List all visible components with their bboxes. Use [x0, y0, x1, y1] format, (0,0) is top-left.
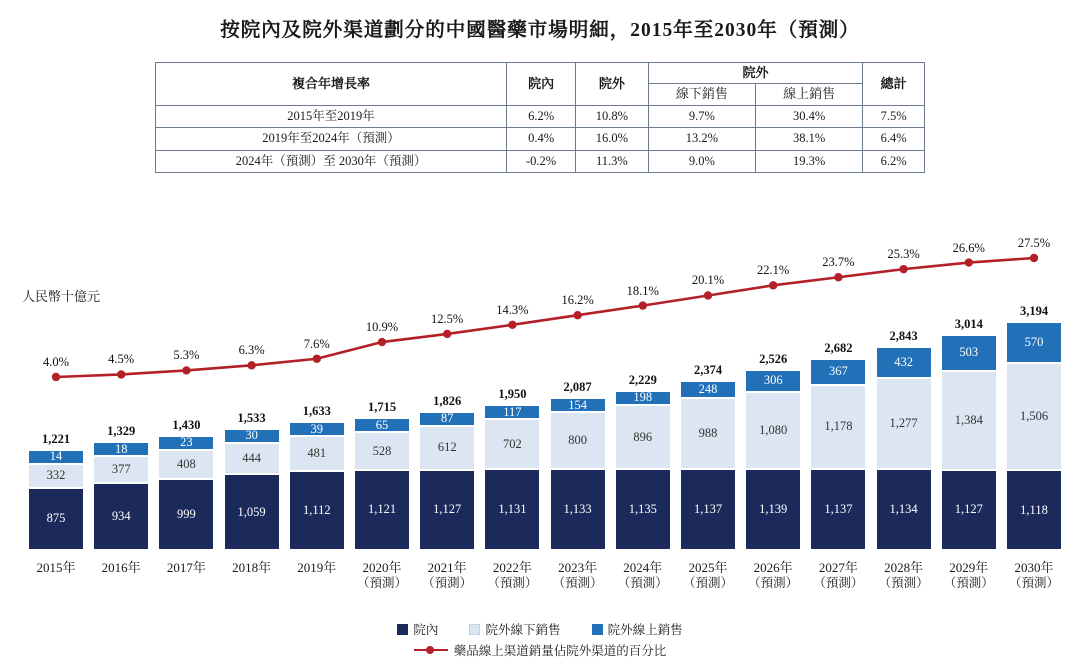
bar-segment-out-offline: 528 [354, 432, 410, 470]
header-out-hospital: 院外 [576, 63, 649, 106]
y-axis-unit-label: 人民幣十億元 [22, 289, 101, 304]
bar-segment-in-hospital: 1,131 [484, 469, 540, 550]
legend-label-line: 藥品線上渠道銷量佔院外渠道的百分比 [453, 644, 667, 658]
x-axis-label: 2017年 [166, 560, 206, 575]
bar-segment-in-hospital: 1,059 [224, 474, 280, 550]
cell-out-hospital: 11.3% [576, 150, 649, 173]
percentage-label: 7.6% [303, 336, 330, 351]
bar-total-label: 1,329 [107, 424, 136, 439]
bar-column [28, 431, 84, 550]
bar-segment-out-online: 367 [810, 359, 866, 385]
chart-legend [0, 620, 1080, 659]
x-axis-label: 2020年 （預測） [356, 560, 407, 590]
bar-segment-in-hospital: 1,112 [289, 471, 345, 550]
cell-total: 6.2% [863, 150, 925, 173]
bar-column [484, 387, 540, 550]
bar-segment-in-hospital: 934 [93, 483, 149, 550]
bar-column [810, 340, 866, 550]
bar-total-label: 1,430 [172, 417, 201, 432]
table-body [156, 105, 925, 173]
bar-column [224, 410, 280, 550]
x-axis-label: 2028年 （預測） [878, 560, 929, 590]
x-axis-label: 2027年 （預測） [813, 560, 864, 590]
bar-segment-out-offline: 1,080 [745, 392, 801, 469]
percentage-label: 20.1% [691, 273, 725, 288]
x-axis-label: 2030年 （預測） [1008, 560, 1059, 590]
bar-column [941, 316, 997, 550]
bar-segment-out-online: 30 [224, 429, 280, 443]
table-row [156, 150, 925, 173]
page-title: 按院內及院外渠道劃分的中國醫藥市場明細，2015年至2030年（預測） [220, 20, 860, 41]
row-period: 2015年至2019年 [156, 105, 507, 128]
table-header-row-1 [156, 63, 925, 84]
bar-group [18, 225, 1062, 550]
bar-segment-in-hospital: 1,139 [745, 469, 801, 550]
x-axis-label: 2019年 [297, 560, 337, 575]
bar-segment-out-offline: 444 [224, 443, 280, 475]
bar-segment-out-online: 14 [28, 450, 84, 464]
bar-segment-out-online: 503 [941, 335, 997, 371]
header-metric: 複合年增長率 [156, 63, 507, 106]
table-head [156, 63, 925, 106]
table-row [156, 105, 925, 128]
bar-total-label: 1,715 [367, 400, 397, 415]
bar-column [289, 404, 345, 550]
bar-column [550, 380, 606, 550]
bar-segment-in-hospital: 1,133 [550, 469, 606, 550]
header-out-hospital-group: 院外 [648, 63, 863, 84]
bar-total-label: 3,194 [1019, 304, 1049, 318]
header-total: 總計 [863, 63, 925, 106]
legend-label-out-online: 院外線上銷售 [607, 623, 683, 637]
cell-out-offline: 9.7% [648, 105, 755, 128]
bar-segment-in-hospital: 1,135 [615, 469, 671, 550]
x-axis-label: 2024年 （預測） [617, 560, 668, 590]
legend-item-out-offline [469, 620, 560, 638]
bar-segment-in-hospital: 1,127 [941, 470, 997, 550]
percentage-label: 5.3% [173, 348, 200, 363]
percentage-label: 14.3% [496, 302, 529, 317]
bar-column [745, 351, 801, 550]
bar-column [876, 329, 932, 550]
bar-segment-out-offline: 377 [93, 456, 149, 483]
bar-column [615, 372, 671, 550]
header-out-offline: 線下銷售 [648, 84, 755, 105]
x-axis-label: 2015年 [36, 560, 76, 575]
cell-in-hospital: 0.4% [507, 128, 576, 151]
percentage-label: 23.7% [822, 255, 855, 270]
legend-label-out-offline: 院外線下銷售 [485, 623, 561, 637]
bar-segment-out-online: 18 [93, 442, 149, 456]
cell-total: 7.5% [863, 105, 925, 128]
bar-segment-in-hospital: 999 [158, 479, 214, 550]
percentage-label: 16.2% [561, 293, 594, 308]
legend-line-marker-icon [414, 649, 448, 651]
bar-total-label: 1,533 [237, 410, 266, 425]
bar-segment-out-offline: 800 [550, 412, 606, 469]
percentage-label: 22.1% [757, 263, 790, 278]
bar-total-label: 1,633 [302, 404, 331, 419]
legend-item-line [414, 641, 667, 659]
bar-segment-out-offline: 702 [484, 419, 540, 469]
x-axis-label: 2029年 （預測） [943, 560, 994, 590]
legend-row-categories [0, 620, 1080, 638]
x-axis-label: 2025年 （預測） [682, 560, 733, 590]
bar-segment-out-offline: 1,384 [941, 371, 997, 470]
bar-segment-in-hospital: 875 [28, 488, 84, 550]
percentage-label: 27.5% [1017, 236, 1051, 250]
bar-segment-out-online: 198 [615, 391, 671, 405]
bar-segment-in-hospital: 1,127 [419, 470, 475, 550]
percentage-label: 4.5% [108, 352, 135, 367]
bar-segment-out-offline: 1,506 [1006, 363, 1062, 471]
cell-out-hospital: 10.8% [576, 105, 649, 128]
x-axis-label: 2016年 [101, 560, 141, 575]
legend-item-in-hospital [397, 620, 438, 638]
bar-column [158, 417, 214, 550]
bar-segment-in-hospital: 1,121 [354, 470, 410, 550]
legend-item-out-online [592, 620, 683, 638]
cell-out-online: 38.1% [756, 128, 863, 151]
cell-out-offline: 9.0% [648, 150, 755, 173]
bar-column [680, 362, 736, 550]
legend-label-in-hospital: 院內 [413, 623, 439, 637]
bar-total-label: 1,950 [498, 387, 527, 402]
bar-segment-out-offline: 612 [419, 426, 475, 470]
bar-segment-out-offline: 988 [680, 398, 736, 469]
percentage-label: 25.3% [887, 247, 920, 262]
x-axis-label: 2018年 [232, 560, 272, 575]
cell-in-hospital: 6.2% [507, 105, 576, 128]
bar-segment-out-offline: 408 [158, 450, 214, 479]
bar-total-label: 2,526 [759, 351, 788, 366]
bar-segment-out-online: 570 [1006, 322, 1062, 363]
legend-swatch-out-offline-icon [469, 624, 480, 635]
bar-segment-out-online: 306 [745, 370, 801, 392]
bar-segment-out-online: 248 [680, 381, 736, 399]
bar-total-label: 2,087 [563, 380, 592, 395]
percentage-label: 26.6% [952, 240, 985, 255]
x-axis-label: 2022年 （預測） [487, 560, 538, 590]
cell-out-online: 30.4% [756, 105, 863, 128]
bar-column [354, 400, 410, 550]
bar-column [419, 393, 475, 550]
x-axis-label: 2023年 （預測） [552, 560, 603, 590]
percentage-label: 4.0% [42, 355, 70, 369]
x-axis-labels [18, 560, 1062, 612]
percentage-label: 18.1% [626, 283, 659, 298]
cell-in-hospital: -0.2% [507, 150, 576, 173]
cell-out-offline: 13.2% [648, 128, 755, 151]
bar-segment-out-online: 154 [550, 398, 606, 412]
legend-swatch-out-online-icon [592, 624, 603, 635]
bar-segment-out-online: 432 [876, 347, 932, 378]
bar-segment-out-online: 117 [484, 405, 540, 419]
cell-out-hospital: 16.0% [576, 128, 649, 151]
bar-segment-in-hospital: 1,118 [1006, 470, 1062, 550]
bar-total-label: 3,014 [954, 316, 983, 331]
bar-segment-out-online: 65 [354, 418, 410, 432]
bar-segment-out-offline: 332 [28, 464, 84, 488]
bar-segment-out-offline: 481 [289, 436, 345, 470]
x-axis-label: 2021年 （預測） [422, 560, 473, 590]
bar-total-label: 1,826 [433, 393, 462, 408]
percentage-label: 6.3% [238, 343, 265, 358]
bar-segment-in-hospital: 1,137 [810, 469, 866, 550]
bar-total-label: 2,682 [824, 340, 853, 355]
plot-area [0, 225, 1080, 565]
bar-segment-in-hospital: 1,137 [680, 469, 736, 550]
bar-segment-out-online: 23 [158, 436, 214, 450]
bar-segment-in-hospital: 1,134 [876, 469, 932, 550]
bar-column [93, 424, 149, 550]
bar-segment-out-offline: 1,178 [810, 385, 866, 469]
bar-total-label: 1,221 [41, 431, 71, 446]
row-period: 2024年（預測）至 2030年（預測） [156, 150, 507, 173]
percentage-label: 10.9% [365, 320, 399, 335]
percentage-label: 12.5% [431, 311, 464, 326]
bar-total-label: 2,229 [628, 372, 657, 387]
bar-segment-out-offline: 896 [615, 405, 671, 469]
bar-total-label: 2,374 [693, 362, 723, 377]
bar-total-label: 2,843 [889, 329, 918, 344]
bar-segment-out-offline: 1,277 [876, 378, 932, 469]
bar-segment-out-online: 39 [289, 422, 345, 436]
table-row [156, 128, 925, 151]
cell-out-online: 19.3% [756, 150, 863, 173]
legend-swatch-in-hospital-icon [397, 624, 408, 635]
row-period: 2019年至2024年（預測） [156, 128, 507, 151]
cagr-table [155, 62, 925, 173]
bar-column [1006, 304, 1062, 550]
legend-row-line [0, 641, 1080, 659]
cell-total: 6.4% [863, 128, 925, 151]
bar-segment-out-online: 87 [419, 412, 475, 426]
header-out-online: 線上銷售 [756, 84, 863, 105]
header-in-hospital: 院內 [507, 63, 576, 106]
x-axis-label: 2026年 （預測） [748, 560, 799, 590]
